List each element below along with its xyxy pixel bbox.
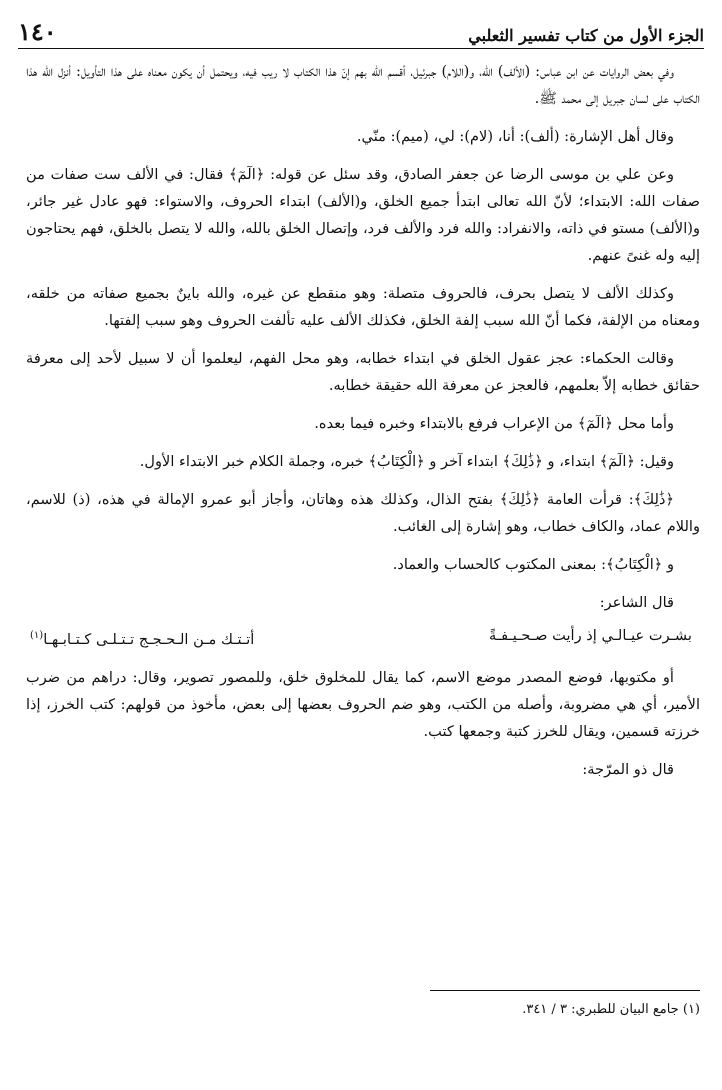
page-body bbox=[26, 58, 700, 794]
poem-hemistich-left bbox=[30, 622, 254, 653]
paragraph: وعن علي بن موسى الرضا عن جعفر الصادق، وقد سئل عن قوله: ﴿الٓمٓ﴾ فقال: في الألف ست صفات من صفات الله: الابتداء؛ لأنّ الله تعالى ابتدأ جميع الخلق، و(الألف) ابتداء الحروف، والاستواء: فهو عادل غير جائر، و(الألف) مستو في ذاته، والانفراد: والله فرد والألف فرد، وإتصال الخلق بالله، والله لا يتصل بالخلق، فهم يحتاجون إليه وله غنىً عنهم. bbox=[26, 166, 700, 264]
poem-hemistich-left-text: أتـتـك مـن الـحـجـج تـتـلـى كـتـابـهـا bbox=[43, 630, 255, 648]
paragraph: و ﴿الْكِتَابُ﴾: بمعنى المكتوب كالحساب والعماد. bbox=[392, 556, 674, 573]
paragraph: وفي بعض الروايات عن ابن عباس: (الألف) الله، و(اللام) جبرئيل، أقسم الله بهم إنّ هذا الكتاب لا ريب فيه، ويحتمل أن يكون معناه على هذا التأويل: أنزل الله هذا الكتاب على لسان جبريل إلى محمد ﷺ. bbox=[26, 63, 700, 107]
paragraph: قال الشاعر: bbox=[599, 594, 674, 611]
footnote: (١) جامع البيان للطبري: ٣ / ٣٤١. bbox=[522, 1002, 700, 1017]
paragraph: ﴿ذَٰلِكَ﴾: قرأت العامة ﴿ذَٰلِكَ﴾ بفتح الذال، وكذلك هذه وهاتان، وأجاز أبو عمرو الإمالة في هذه، (ذ) للاسم، واللام عماد، والكاف خطاب، وهو إشارة إلى الغائب. bbox=[26, 491, 700, 535]
running-title: الجزء الأول من كتاب تفسير الثعلبي bbox=[468, 26, 704, 45]
poem-verse bbox=[26, 622, 700, 653]
paragraph: قال ذو المرّجة: bbox=[582, 760, 674, 778]
page-header bbox=[18, 10, 704, 49]
paragraph: وقال أهل الإشارة: (ألف): أنا، (لام): لي، (ميم): منّي. bbox=[356, 128, 674, 145]
poem-hemistich-right: بشـرت عيـالـي إذ رأيت صـحـيـفـةً bbox=[489, 627, 692, 644]
paragraph: وكذلك الألف لا يتصل بحرف، فالحروف متصلة: وهو منقطع عن غيره، والله باينٌ بجميع صفاته من خلقه، ومعناه من الإلفة، فكما أنّ الله سبب إلفة الخلق، فكذلك الألف عليه تألفت الحروف وهو سبب إلفتها. bbox=[26, 285, 700, 329]
footnote-reference: (١) bbox=[30, 630, 44, 641]
paragraph: وقيل: ﴿الٓمٓ﴾ ابتداء، و ﴿ذَٰلِكَ﴾ ابتداء آخر و ﴿الْكِتَابُ﴾ خبره، وجملة الكلام خبر الابتداء الأول. bbox=[139, 453, 674, 470]
footnote-divider bbox=[430, 990, 700, 991]
paragraph: وقالت الحكماء: عجز عقول الخلق في ابتداء خطابه، وهو محل الفهم، ليعلموا أن لا سبيل لأحد إلى معرفة حقائق خطابه إلاّ بعلمهم، فالعجز عن معرفة الله حقيقة خطابه. bbox=[26, 350, 700, 394]
page-number: ١٤٠ bbox=[18, 17, 57, 46]
paragraph: وأما محل ﴿الٓمٓ﴾ من الإعراب فرفع بالابتداء وخبره فيما بعده. bbox=[314, 415, 674, 432]
paragraph: أو مكتوبها، فوضع المصدر موضع الاسم، كما يقال للمخلوق خلق، وللمصور تصوير، وقال: دراهم من ضرب الأمير، أي هي مضروبة، وأصله من الكتب، وهو ضم الحروف بعضها إلى بعض، مأخوذ من قولهم: كتب الخرز، إذا خرزته قسمين، ويقال للخرز كتبة وجمعها كتب. bbox=[26, 668, 700, 740]
